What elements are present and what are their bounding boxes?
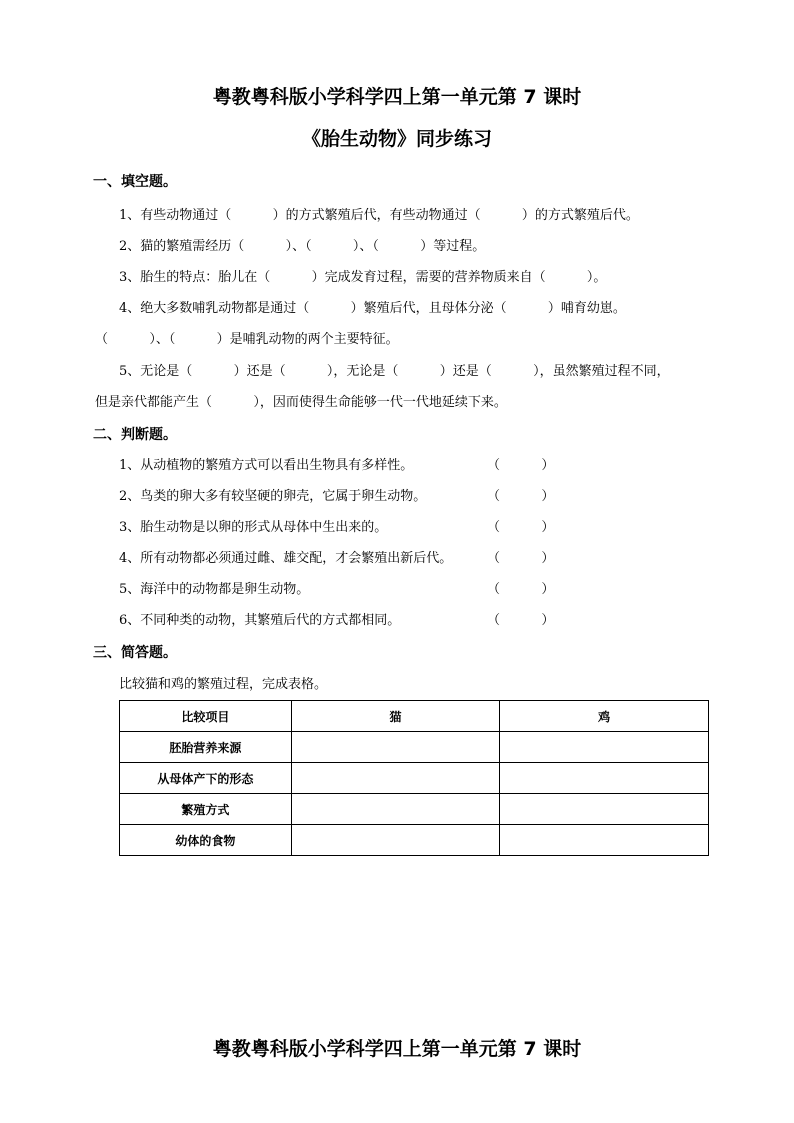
fill-blank-line: 4、绝大多数哺乳动物都是通过（ ）繁殖后代，且母体分泌（ ）哺育幼崽。: [119, 301, 626, 316]
table-answer-cell[interactable]: [291, 825, 500, 856]
comparison-table: [119, 700, 709, 856]
answer-paren: （ ）: [487, 551, 555, 566]
fill-blank-line: 3、胎生的特点：胎儿在（ ）完成发育过程，需要的营养物质来自（ ）。: [119, 270, 607, 285]
answer-paren: （ ）: [487, 582, 555, 597]
fill-blank-line: 2、猫的繁殖需经历（ ）、（ ）、（ ）等过程。: [119, 239, 486, 254]
true-false-item: 3、胎生动物是以卵的形式从母体中生出来的。: [119, 520, 388, 535]
doc-title: 粤教粤科版小学科学四上第一单元第 7 课时: [212, 86, 582, 108]
table-answer-cell[interactable]: [500, 794, 709, 825]
table-header-row: [120, 701, 709, 732]
table-row-label: 胚胎营养来源: [120, 732, 292, 763]
table-row-label: 幼体的食物: [120, 825, 292, 856]
table-header-cell: 猫: [291, 701, 500, 732]
doc-subtitle: 《胎生动物》同步练习: [301, 128, 492, 150]
table-answer-cell[interactable]: [291, 763, 500, 794]
fill-blank-line: 1、有些动物通过（ ）的方式繁殖后代，有些动物通过（ ）的方式繁殖后代。: [119, 208, 639, 223]
table-row: [120, 732, 709, 763]
table-header-cell: 鸡: [500, 701, 709, 732]
true-false-item: 6、不同种类的动物，其繁殖后代的方式都相同。: [119, 613, 401, 628]
answer-paren: （ ）: [487, 458, 555, 473]
table-row: [120, 763, 709, 794]
fill-blank-line: 但是亲代都能产生（ ），因而使得生命能够一代一代地延续下来。: [95, 395, 507, 410]
table-header-cell: 比较项目: [120, 701, 292, 732]
true-false-item: 2、鸟类的卵大多有较坚硬的卵壳，它属于卵生动物。: [119, 489, 427, 504]
fill-blank-line: （ ）、（ ）是哺乳动物的两个主要特征。: [95, 332, 399, 347]
table-row-label: 繁殖方式: [120, 794, 292, 825]
table-answer-cell[interactable]: [500, 732, 709, 763]
table-row: [120, 825, 709, 856]
table-row: [120, 794, 709, 825]
footer-title: 粤教粤科版小学科学四上第一单元第 7 课时: [212, 1038, 582, 1060]
short-answer-instruction: 比较猫和鸡的繁殖过程，完成表格。: [119, 677, 328, 692]
table-answer-cell[interactable]: [291, 794, 500, 825]
table-answer-cell[interactable]: [291, 732, 500, 763]
short-answer-heading: 三、简答题。: [93, 645, 177, 661]
true-false-item: 4、所有动物都必须通过雌、雄交配，才会繁殖出新后代。: [119, 551, 453, 566]
answer-paren: （ ）: [487, 520, 555, 535]
true-false-item: 1、从动植物的繁殖方式可以看出生物具有多样性。: [119, 458, 414, 473]
table-answer-cell[interactable]: [500, 763, 709, 794]
table-row-label: 从母体产下的形态: [120, 763, 292, 794]
fill-blank-line: 5、无论是（ ）还是（ ），无论是（ ）还是（ ），虽然繁殖过程不同，: [119, 364, 670, 379]
answer-paren: （ ）: [487, 489, 555, 504]
true-false-item: 5、海洋中的动物都是卵生动物。: [119, 582, 310, 597]
answer-paren: （ ）: [487, 613, 555, 628]
fill-blank-heading: 一、填空题。: [93, 174, 177, 190]
table-answer-cell[interactable]: [500, 825, 709, 856]
true-false-heading: 二、判断题。: [93, 427, 177, 443]
